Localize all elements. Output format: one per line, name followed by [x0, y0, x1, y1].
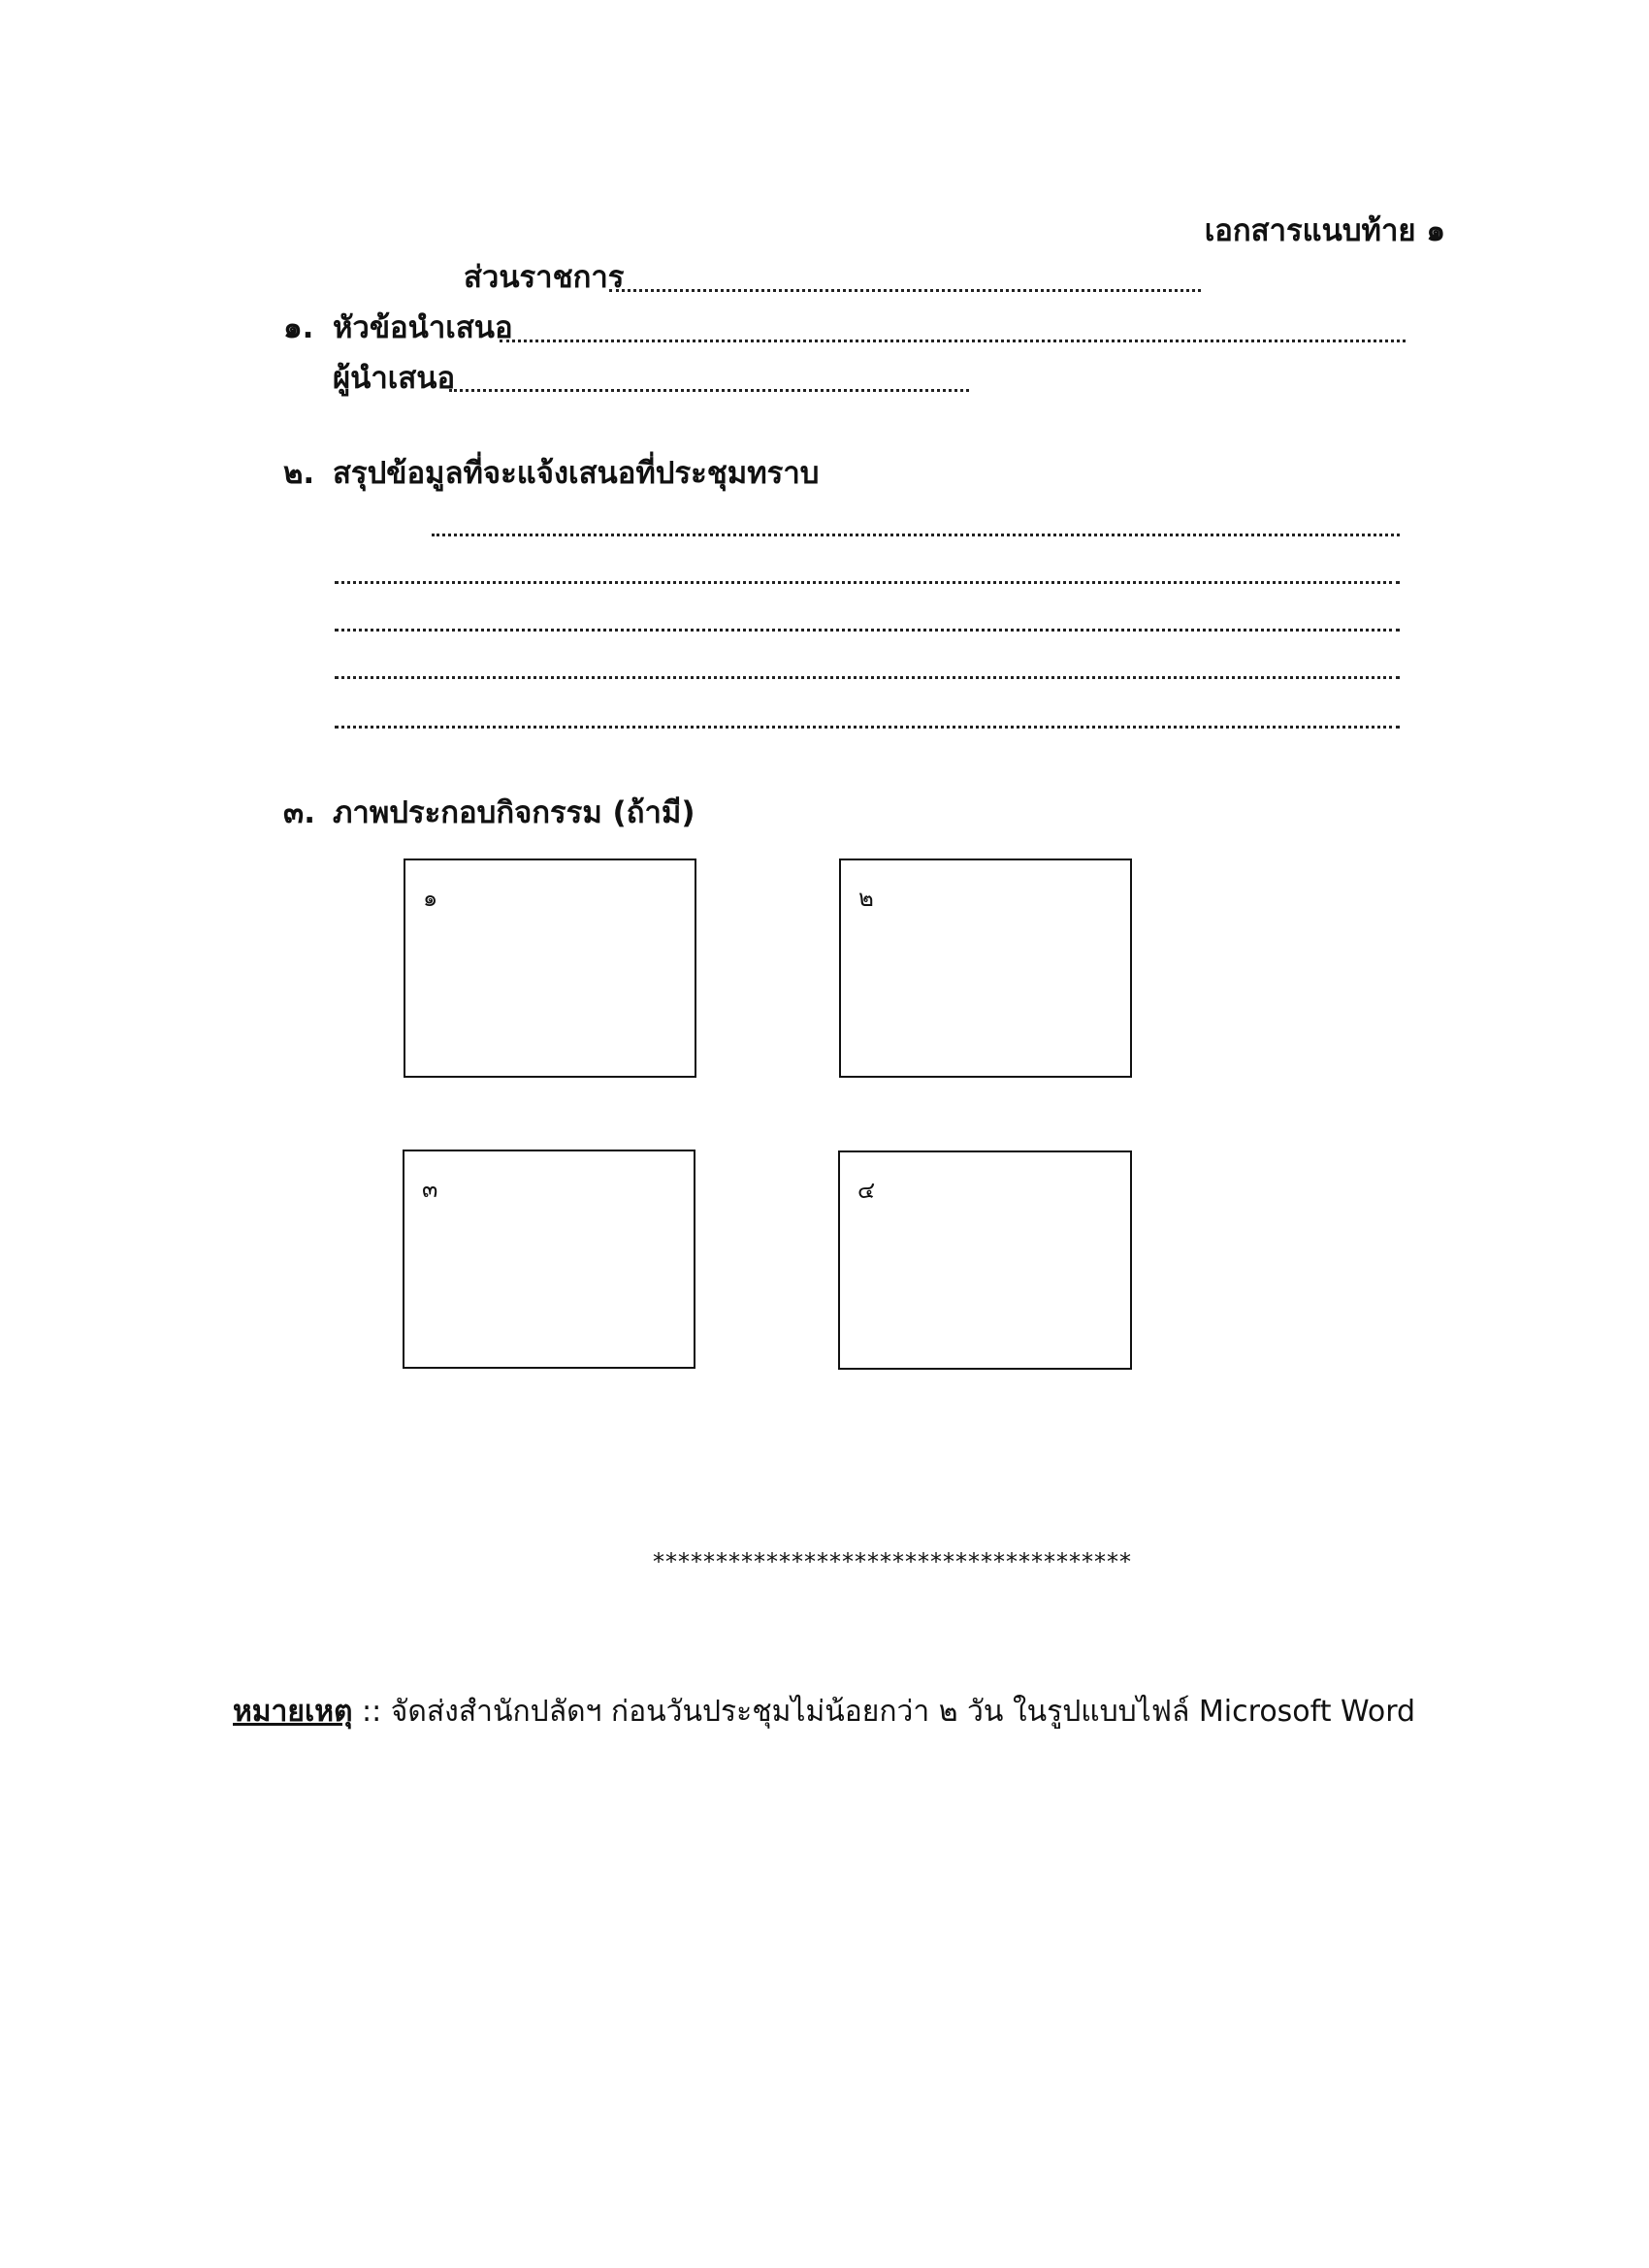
photo-box-4[interactable]: [838, 1150, 1132, 1370]
topic-label: หัวข้อนำเสนอ: [333, 310, 513, 345]
photo-number: ๒: [858, 885, 874, 912]
department-label: ส่วนราชการ: [464, 260, 625, 295]
section1-number: ๑.: [283, 310, 314, 345]
separator-stars: **************************************: [653, 1548, 1132, 1575]
note: [233, 1693, 1415, 1732]
presenter-label: ผู้นำเสนอ: [333, 361, 456, 396]
summary-line-5[interactable]: [335, 726, 1400, 729]
summary-line-1[interactable]: [432, 534, 1400, 536]
summary-line-2[interactable]: [335, 581, 1400, 584]
photo-number: ๑: [423, 885, 438, 912]
note-text: จัดส่งสำนักปลัดฯ ก่อนวันประชุมไม่น้อยกว่า ๒ วัน ในรูปแบบไฟล์ Microsoft Word: [390, 1695, 1416, 1729]
topic-field[interactable]: [500, 340, 1406, 342]
section2-title: สรุปข้อมูลที่จะแจ้งเสนอที่ประชุมทราบ: [333, 456, 820, 491]
summary-line-4[interactable]: [335, 676, 1400, 679]
note-separator: ::: [352, 1695, 391, 1729]
photo-number: ๓: [422, 1176, 438, 1203]
attachment-label: เอกสารแนบท้าย ๑: [1204, 213, 1445, 248]
section3-number: ๓.: [283, 795, 315, 830]
section3-title: ภาพประกอบกิจกรรม (ถ้ามี): [333, 795, 695, 830]
note-label: หมายเหตุ: [233, 1695, 353, 1729]
photo-box-1[interactable]: [404, 859, 696, 1078]
department-field[interactable]: [609, 289, 1201, 292]
photo-box-3[interactable]: [403, 1150, 695, 1369]
presenter-field[interactable]: [449, 389, 969, 392]
photo-number: ๔: [857, 1177, 876, 1204]
photo-box-2[interactable]: [839, 859, 1132, 1078]
summary-line-3[interactable]: [335, 629, 1400, 632]
section2-number: ๒.: [283, 456, 315, 491]
